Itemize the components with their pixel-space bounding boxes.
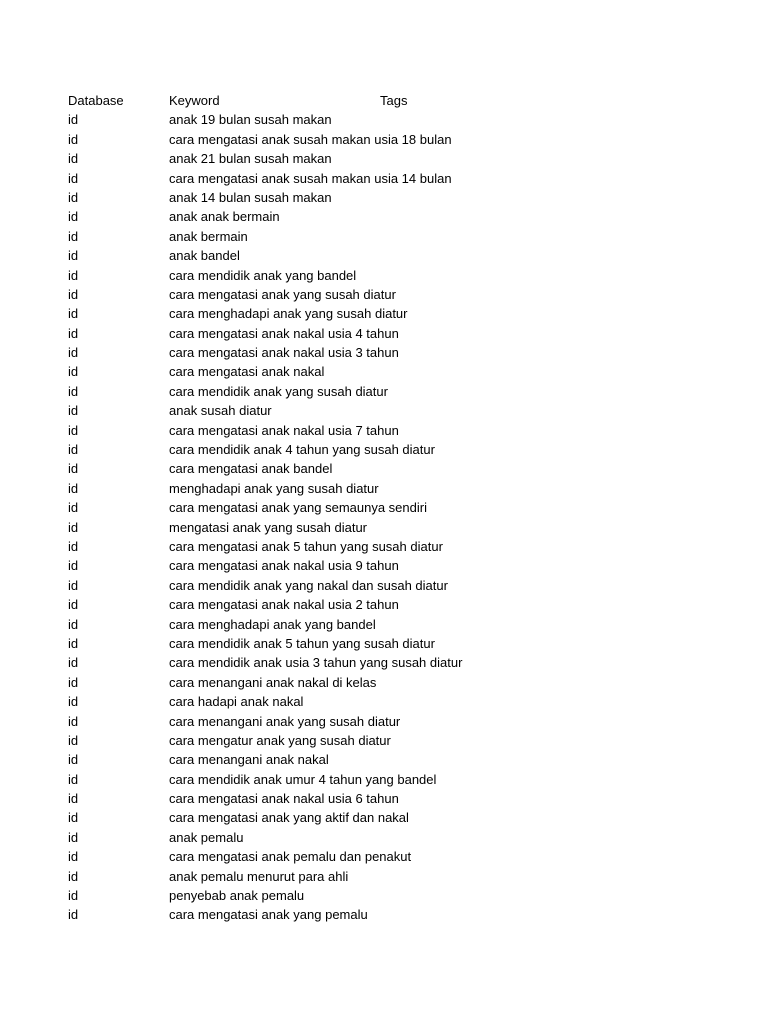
- database-cell: id: [68, 577, 79, 593]
- keyword-cell: anak 21 bulan susah makan: [169, 151, 332, 167]
- table-row: [68, 828, 748, 847]
- table-row: [68, 246, 748, 265]
- keyword-cell: cara hadapi anak nakal: [169, 694, 304, 710]
- keyword-cell: cara mengatasi anak nakal usia 2 tahun: [169, 597, 399, 613]
- table-row: [68, 595, 748, 614]
- table-row: [68, 673, 748, 692]
- keyword-cell: cara mendidik anak umur 4 tahun yang bandel: [169, 771, 437, 787]
- table-row: [68, 382, 748, 401]
- table-row: [68, 440, 748, 459]
- keyword-cell: cara mengatasi anak susah makan usia 18 bulan: [169, 131, 452, 147]
- keyword-cell: menghadapi anak yang susah diatur: [169, 480, 379, 496]
- keyword-cell: anak susah diatur: [169, 403, 272, 419]
- database-cell: id: [68, 616, 79, 632]
- tags-cell: [380, 808, 500, 827]
- tags-cell: [380, 401, 500, 420]
- database-cell: id: [68, 461, 79, 477]
- database-cell: id: [68, 286, 79, 302]
- keyword-cell: cara mengatasi anak nakal usia 3 tahun: [169, 345, 399, 361]
- keyword-cell: cara menangani anak nakal: [169, 752, 329, 768]
- keyword-cell: anak pemalu: [169, 829, 244, 845]
- database-cell: id: [68, 713, 79, 729]
- tags-cell: [380, 246, 500, 265]
- database-cell: id: [68, 480, 79, 496]
- keyword-cell: cara mengatasi anak nakal usia 7 tahun: [169, 422, 399, 438]
- tags-cell: [380, 324, 500, 343]
- database-cell: id: [68, 694, 79, 710]
- keyword-cell: cara mengatasi anak yang semaunya sendiri: [169, 500, 427, 516]
- database-cell: id: [68, 674, 79, 690]
- table-row: [68, 556, 748, 575]
- database-cell: id: [68, 538, 79, 554]
- tags-cell: [380, 615, 500, 634]
- keyword-cell: anak 14 bulan susah makan: [169, 189, 332, 205]
- table-row: [68, 634, 748, 653]
- table-row: [68, 653, 748, 672]
- database-cell: id: [68, 907, 79, 923]
- database-cell: id: [68, 209, 79, 225]
- keyword-table: [68, 91, 748, 925]
- keyword-cell: cara mendidik anak 5 tahun yang susah diatur: [169, 635, 435, 651]
- table-row: [68, 712, 748, 731]
- keyword-cell: cara mendidik anak usia 3 tahun yang susah diatur: [169, 655, 463, 671]
- table-row: [68, 692, 748, 711]
- header-keyword: Keyword: [169, 93, 220, 108]
- keyword-cell: anak pemalu menurut para ahli: [169, 868, 349, 884]
- table-row: [68, 731, 748, 750]
- table-row: [68, 615, 748, 634]
- database-cell: id: [68, 791, 79, 807]
- tags-cell: [380, 169, 500, 188]
- keyword-cell: cara mengatasi anak nakal usia 4 tahun: [169, 325, 399, 341]
- keyword-cell: cara mendidik anak yang susah diatur: [169, 383, 388, 399]
- table-row: [68, 459, 748, 478]
- tags-cell: [380, 750, 500, 769]
- keyword-cell: anak bandel: [169, 248, 240, 264]
- table-row: [68, 905, 748, 924]
- database-cell: id: [68, 383, 79, 399]
- database-cell: id: [68, 151, 79, 167]
- table-body: [68, 110, 748, 924]
- table-row: [68, 479, 748, 498]
- tags-cell: [380, 576, 500, 595]
- tags-cell: [380, 867, 500, 886]
- table-row: [68, 227, 748, 246]
- database-cell: id: [68, 131, 79, 147]
- database-cell: id: [68, 519, 79, 535]
- header-tags: Tags: [380, 93, 408, 108]
- keyword-cell: cara mengatasi anak yang aktif dan nakal: [169, 810, 409, 826]
- table-row: [68, 188, 748, 207]
- header-database: Database: [68, 93, 124, 108]
- tags-cell: [380, 498, 500, 517]
- tags-cell: [380, 421, 500, 440]
- database-cell: id: [68, 189, 79, 205]
- database-cell: id: [68, 422, 79, 438]
- tags-cell: [380, 227, 500, 246]
- keyword-cell: cara menghadapi anak yang bandel: [169, 616, 376, 632]
- keyword-cell: cara mengatasi anak bandel: [169, 461, 333, 477]
- table-row: [68, 207, 748, 226]
- tags-cell: [380, 518, 500, 537]
- table-row: [68, 576, 748, 595]
- tags-cell: [380, 479, 500, 498]
- database-cell: id: [68, 752, 79, 768]
- table-row: [68, 285, 748, 304]
- keyword-cell: anak anak bermain: [169, 209, 280, 225]
- database-cell: id: [68, 442, 79, 458]
- tags-cell: [380, 556, 500, 575]
- database-cell: id: [68, 403, 79, 419]
- keyword-cell: cara mengatasi anak yang pemalu: [169, 907, 368, 923]
- tags-cell: [380, 905, 500, 924]
- tags-cell: [380, 673, 500, 692]
- table-row: [68, 266, 748, 285]
- database-cell: id: [68, 849, 79, 865]
- database-cell: id: [68, 558, 79, 574]
- database-cell: id: [68, 868, 79, 884]
- table-row: [68, 401, 748, 420]
- keyword-cell: penyebab anak pemalu: [169, 888, 305, 904]
- keyword-cell: cara mengatasi anak 5 tahun yang susah diatur: [169, 538, 443, 554]
- table-row: [68, 750, 748, 769]
- table-row: [68, 362, 748, 381]
- table-row: [68, 518, 748, 537]
- tags-cell: [380, 149, 500, 168]
- database-cell: id: [68, 112, 79, 128]
- database-cell: id: [68, 228, 79, 244]
- database-cell: id: [68, 655, 79, 671]
- table-row: [68, 343, 748, 362]
- keyword-cell: cara mendidik anak 4 tahun yang susah diatur: [169, 442, 435, 458]
- tags-cell: [380, 712, 500, 731]
- keyword-cell: cara mendidik anak yang bandel: [169, 267, 357, 283]
- tags-cell: [380, 731, 500, 750]
- database-cell: id: [68, 888, 79, 904]
- table-row: [68, 886, 748, 905]
- table-row: [68, 770, 748, 789]
- database-cell: id: [68, 248, 79, 264]
- database-cell: id: [68, 829, 79, 845]
- keyword-cell: cara mengatasi anak pemalu dan penakut: [169, 849, 412, 865]
- database-cell: id: [68, 325, 79, 341]
- keyword-cell: anak 19 bulan susah makan: [169, 112, 332, 128]
- tags-cell: [380, 382, 500, 401]
- keyword-cell: cara mengatur anak yang susah diatur: [169, 732, 391, 748]
- tags-cell: [380, 595, 500, 614]
- tags-cell: [380, 459, 500, 478]
- table-row: [68, 130, 748, 149]
- table-row: [68, 110, 748, 129]
- table-header-row: [68, 91, 748, 110]
- tags-cell: [380, 207, 500, 226]
- table-row: [68, 169, 748, 188]
- tags-cell: [380, 653, 500, 672]
- tags-cell: [380, 362, 500, 381]
- keyword-cell: cara mendidik anak yang nakal dan susah diatur: [169, 577, 448, 593]
- keyword-cell: cara mengatasi anak nakal usia 9 tahun: [169, 558, 399, 574]
- tags-cell: [380, 828, 500, 847]
- table-row: [68, 537, 748, 556]
- keyword-cell: cara menghadapi anak yang susah diatur: [169, 306, 408, 322]
- table-row: [68, 808, 748, 827]
- keyword-cell: mengatasi anak yang susah diatur: [169, 519, 368, 535]
- keyword-cell: cara mengatasi anak nakal: [169, 364, 325, 380]
- database-cell: id: [68, 267, 79, 283]
- tags-cell: [380, 634, 500, 653]
- keyword-cell: cara menangani anak yang susah diatur: [169, 713, 401, 729]
- database-cell: id: [68, 732, 79, 748]
- keyword-cell: cara mengatasi anak susah makan usia 14 bulan: [169, 170, 452, 186]
- database-cell: id: [68, 771, 79, 787]
- table-row: [68, 498, 748, 517]
- table-row: [68, 304, 748, 323]
- database-cell: id: [68, 810, 79, 826]
- tags-cell: [380, 304, 500, 323]
- database-cell: id: [68, 170, 79, 186]
- table-row: [68, 789, 748, 808]
- database-cell: id: [68, 306, 79, 322]
- tags-cell: [380, 343, 500, 362]
- tags-cell: [380, 770, 500, 789]
- keyword-cell: cara mengatasi anak nakal usia 6 tahun: [169, 791, 399, 807]
- tags-cell: [380, 789, 500, 808]
- tags-cell: [380, 692, 500, 711]
- keyword-cell: cara mengatasi anak yang susah diatur: [169, 286, 396, 302]
- database-cell: id: [68, 500, 79, 516]
- database-cell: id: [68, 345, 79, 361]
- database-cell: id: [68, 364, 79, 380]
- tags-cell: [380, 285, 500, 304]
- table-row: [68, 421, 748, 440]
- tags-cell: [380, 188, 500, 207]
- tags-cell: [380, 130, 500, 149]
- keyword-cell: cara menangani anak nakal di kelas: [169, 674, 377, 690]
- table-row: [68, 867, 748, 886]
- table-row: [68, 324, 748, 343]
- table-row: [68, 149, 748, 168]
- keyword-cell: anak bermain: [169, 228, 248, 244]
- tags-cell: [380, 847, 500, 866]
- database-cell: id: [68, 635, 79, 651]
- tags-cell: [380, 266, 500, 285]
- tags-cell: [380, 440, 500, 459]
- tags-cell: [380, 886, 500, 905]
- tags-cell: [380, 110, 500, 129]
- database-cell: id: [68, 597, 79, 613]
- tags-cell: [380, 537, 500, 556]
- table-row: [68, 847, 748, 866]
